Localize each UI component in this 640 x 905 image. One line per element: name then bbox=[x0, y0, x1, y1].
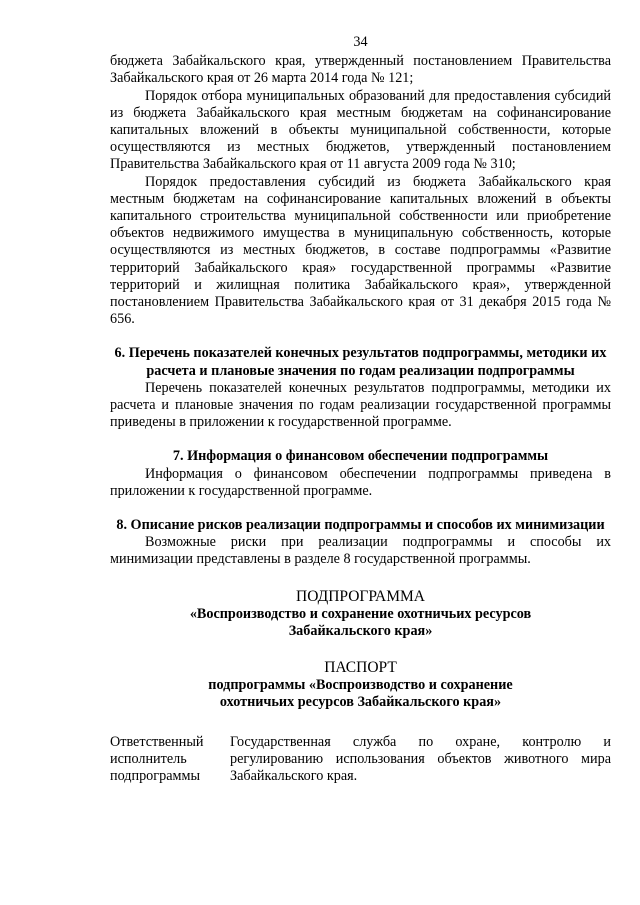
table-row bbox=[110, 734, 611, 786]
section-7-text: Информация о финансовом обеспечении подпрограммы приведена в приложении к государственной программе. bbox=[110, 465, 611, 499]
passport-table bbox=[110, 734, 611, 786]
section-6-heading: 6. Перечень показателей конечных результатов подпрограммы, методики их расчета и плановые значения по годам реализации подпрограммы bbox=[114, 345, 607, 379]
passport-subtitle: подпрограммы «Воспроизводство и сохранение охотничьих ресурсов Забайкальского края» bbox=[208, 677, 513, 711]
passport-row-key: Ответственный исполнитель подпрограммы bbox=[110, 733, 204, 784]
document-page bbox=[110, 34, 611, 785]
paragraph-budget-ref: бюджета Забайкальского края, утвержденный постановлением Правительства Забайкальского края от 26 марта 2014 года № 121; bbox=[110, 53, 611, 87]
paragraph-subsidy-order: Порядок предоставления субсидий из бюджета Забайкальского края местным бюджетам на софинансирование капитальных вложений в объекты капитального строительства муниципальной собственности или приобретение объектов недвижимого имущества в муниципальную собственность, которые осуществляются из местных бюджетов, в составе подпрограммы «Развитие территорий Забайкальского края» государственной программы «Развитие территорий и жилищная политика Забайкальского края», утвержденной постановлением Правительства Забайкальского края от 31 декабря 2015 года № 656. bbox=[110, 173, 611, 328]
section-6-text: Перечень показателей конечных результатов подпрограммы, методики их расчета и плановые значения по годам реализации государственной программы приведены в приложении к государственной программе. bbox=[110, 379, 611, 431]
passport-label: ПАСПОРТ bbox=[324, 659, 397, 677]
subprogram-name: «Воспроизводство и сохранение охотничьих ресурсов Забайкальского края» bbox=[189, 605, 532, 639]
section-8-heading: 8. Описание рисков реализации подпрограммы и способов их минимизации bbox=[116, 517, 605, 534]
page-number: 34 bbox=[353, 34, 368, 50]
section-8-text: Возможные риски при реализации подпрограммы и способы их минимизации представлены в разделе 8 государственной программы. bbox=[110, 534, 611, 568]
passport-row-value: Государственная служба по охране, контролю и регулированию использования объектов животного мира Забайкальского края. bbox=[230, 733, 611, 784]
section-7-heading: 7. Информация о финансовом обеспечении подпрограммы bbox=[172, 448, 549, 465]
subprogram-label: ПОДПРОГРАММА bbox=[296, 587, 425, 605]
paragraph-selection-order: Порядок отбора муниципальных образований для предоставления субсидий из бюджета Забайкальского края местным бюджетам на софинансирование капитальных вложений в объекты муниципальной собственности, которые осуществляются из местных бюджетов, утвержденный постановлением Правительства Забайкальского края от 11 августа 2009 года № 310; bbox=[110, 87, 611, 173]
